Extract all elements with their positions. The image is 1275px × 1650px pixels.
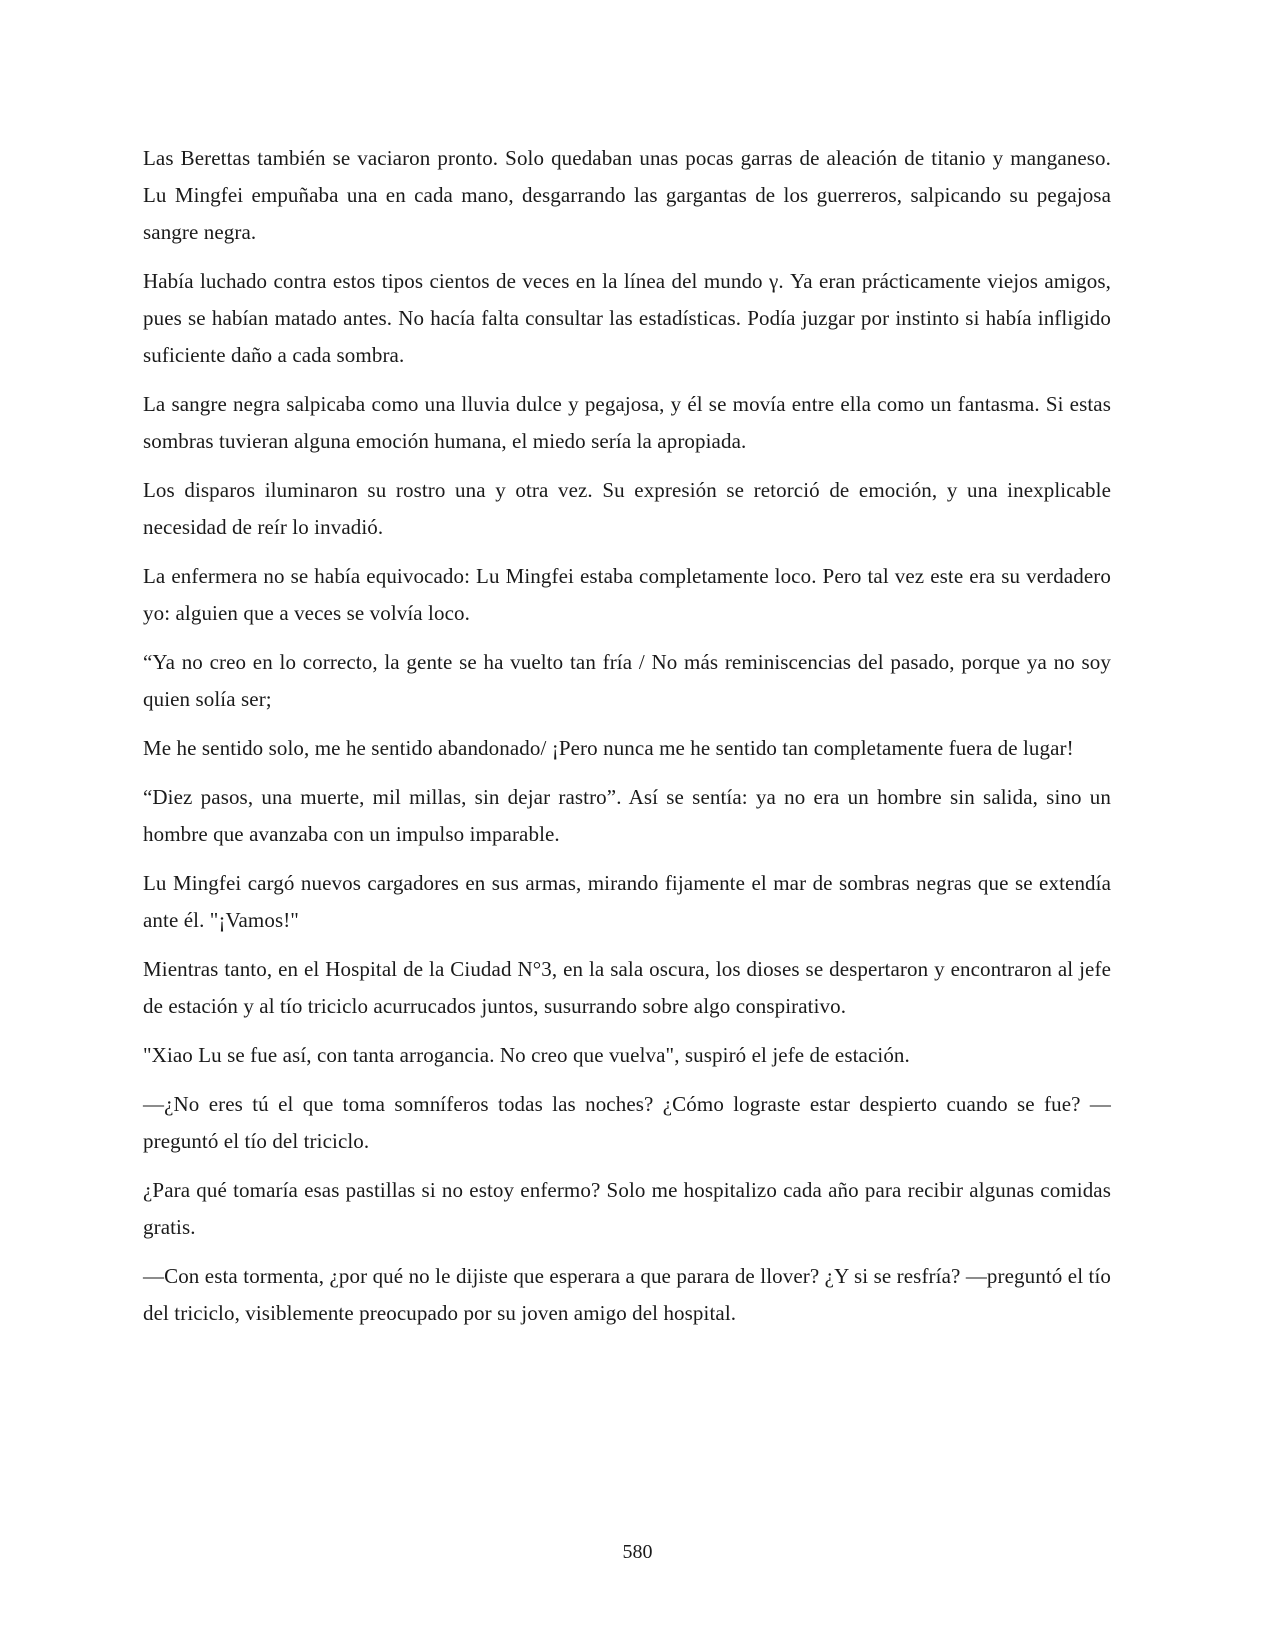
paragraph: Las Berettas también se vaciaron pronto. Solo quedaban unas pocas garras de aleación de titanio y manganeso. Lu Mingfei empuñaba una en cada mano, desgarrando las gargantas de los guerreros, salpicando su pegajosa sangre negra. — [143, 146, 1111, 244]
paragraph: —¿No eres tú el que toma somníferos todas las noches? ¿Cómo lograste estar despierto cuando se fue? —preguntó el tío del triciclo. — [143, 1092, 1111, 1153]
paragraph: Los disparos iluminaron su rostro una y otra vez. Su expresión se retorció de emoción, y una inexplicable necesidad de reír lo invadió. — [143, 478, 1111, 539]
paragraph: “Ya no creo en lo correcto, la gente se ha vuelto tan fría / No más reminiscencias del pasado, porque ya no soy quien solía ser; — [143, 650, 1111, 711]
paragraph: Mientras tanto, en el Hospital de la Ciudad N°3, en la sala oscura, los dioses se despertaron y encontraron al jefe de estación y al tío triciclo acurrucados juntos, susurrando sobre algo conspirativo. — [143, 957, 1111, 1018]
paragraph: —Con esta tormenta, ¿por qué no le dijiste que esperara a que parara de llover? ¿Y si se resfría? —preguntó el tío del triciclo, visiblemente preocupado por su joven amigo del hospital. — [143, 1264, 1111, 1325]
paragraph: La enfermera no se había equivocado: Lu Mingfei estaba completamente loco. Pero tal vez este era su verdadero yo: alguien que a veces se volvía loco. — [143, 564, 1111, 625]
paragraph: "Xiao Lu se fue así, con tanta arrogancia. No creo que vuelva", suspiró el jefe de estación. — [143, 1043, 910, 1067]
paragraph: ¿Para qué tomaría esas pastillas si no estoy enfermo? Solo me hospitalizo cada año para recibir algunas comidas gratis. — [143, 1178, 1111, 1239]
paragraph: La sangre negra salpicaba como una lluvia dulce y pegajosa, y él se movía entre ella como un fantasma. Si estas sombras tuvieran alguna emoción humana, el miedo sería la apropiada. — [143, 392, 1111, 453]
page-number: 580 — [622, 1541, 653, 1563]
paragraph: Me he sentido solo, me he sentido abandonado/ ¡Pero nunca me he sentido tan completamente fuera de lugar! — [143, 736, 1074, 760]
body-text — [143, 140, 1111, 1344]
paragraph: Había luchado contra estos tipos cientos de veces en la línea del mundo γ. Ya eran prácticamente viejos amigos, pues se habían matado antes. No hacía falta consultar las estadísticas. Podía juzgar por instinto si había infligido suficiente daño a cada sombra. — [143, 269, 1111, 367]
paragraph: Lu Mingfei cargó nuevos cargadores en sus armas, mirando fijamente el mar de sombras negras que se extendía ante él. "¡Vamos!" — [143, 871, 1111, 932]
paragraph: “Diez pasos, una muerte, mil millas, sin dejar rastro”. Así se sentía: ya no era un hombre sin salida, sino un hombre que avanzaba con un impulso imparable. — [143, 785, 1111, 846]
